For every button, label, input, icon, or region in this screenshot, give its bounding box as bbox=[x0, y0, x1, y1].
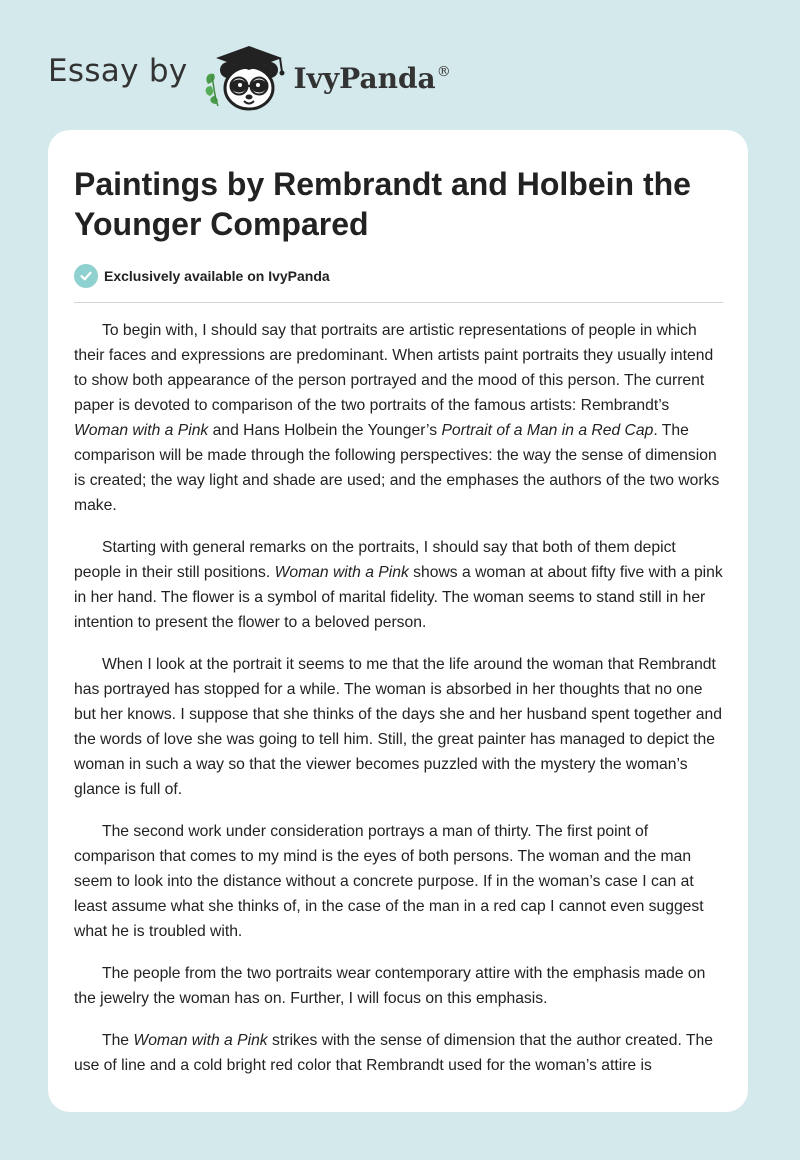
badge-label: Exclusively available on IvyPanda bbox=[104, 268, 330, 284]
brand-name[interactable] bbox=[294, 62, 451, 95]
paragraph-text: shows a woman at about fifty five with a pink in her hand. The flower is a symbol of marital fidelity. The woman seems to stand still in her intention to present the flower to a beloved person. bbox=[74, 564, 723, 631]
paragraph-text: The second work under consideration portrays a man of thirty. The first point of comparison that comes to my mind is the eyes of both persons. The woman and the man seem to look into the distance without a concrete purpose. If in the woman’s case I can at least assume what she thinks of, in the case of the man in a red cap I cannot even suggest what he is troubled with. bbox=[74, 823, 704, 940]
artwork-title: Woman with a Pink bbox=[74, 422, 209, 439]
essay-paragraph bbox=[74, 819, 725, 944]
paragraph-text: When I look at the portrait it seems to me that the life around the woman that Rembrandt has portrayed has stopped for a while. The woman is absorbed in her thoughts that no one but her knows. I suppose that she thinks of the days she and her husband spent together and the words of love she was going to tell him. Still, the great painter has managed to depict the woman in such a way so that the viewer becomes puzzled with the mystery the woman’s glance is full of. bbox=[74, 656, 722, 798]
paragraph-text: and Hans Holbein the Younger’s bbox=[208, 422, 442, 439]
essay-paragraph bbox=[74, 961, 725, 1011]
essay-paragraph bbox=[74, 318, 725, 518]
paragraph-text: Starting with general remarks on the portraits, I should say that both of them depict people in their still positions. bbox=[74, 539, 676, 581]
essay-paragraph bbox=[74, 652, 725, 802]
paragraph-text: The people from the two portraits wear contemporary attire with the emphasis made on the jewelry the woman has on. Further, I will focus on this emphasis. bbox=[74, 965, 706, 1007]
paragraph-text: . The comparison will be made through the following perspectives: the way the sense of dimension is created; the way light and shade are used; and the emphases the authors of the two works make. bbox=[74, 422, 720, 514]
essay-card bbox=[48, 130, 748, 1112]
brand-text: IvyPanda bbox=[293, 61, 436, 95]
check-icon bbox=[74, 264, 98, 288]
site-header bbox=[48, 36, 451, 116]
artwork-title: Portrait of a Man in a Red Cap bbox=[441, 422, 654, 439]
artwork-title: Woman with a Pink bbox=[274, 564, 409, 581]
exclusive-badge bbox=[74, 264, 330, 288]
registered-mark: ® bbox=[436, 63, 451, 80]
paragraph-text: strikes with the sense of dimension that the author created. The use of line and a cold bright red color that Rembrandt used for the woman’s attire is bbox=[74, 1032, 713, 1074]
paragraph-text: To begin with, I should say that portraits are artistic representations of people in which their faces and expressions are predominant. When artists paint portraits they usually intend to show both appearance of the person portrayed and the mood of this person. The current paper is devoted to comparison of the two portraits of the famous artists: Rembrandt’s bbox=[74, 322, 714, 414]
essay-paragraph bbox=[74, 1028, 725, 1078]
divider bbox=[74, 302, 723, 303]
paragraph-text: The bbox=[102, 1032, 134, 1049]
essay-by-label: Essay by bbox=[48, 53, 188, 89]
panda-logo-icon[interactable] bbox=[202, 40, 292, 112]
essay-body bbox=[74, 318, 725, 1095]
page-title: Paintings by Rembrandt and Holbein the Younger Compared bbox=[74, 166, 691, 242]
artwork-title: Woman with a Pink bbox=[133, 1032, 268, 1049]
essay-paragraph bbox=[74, 535, 725, 635]
